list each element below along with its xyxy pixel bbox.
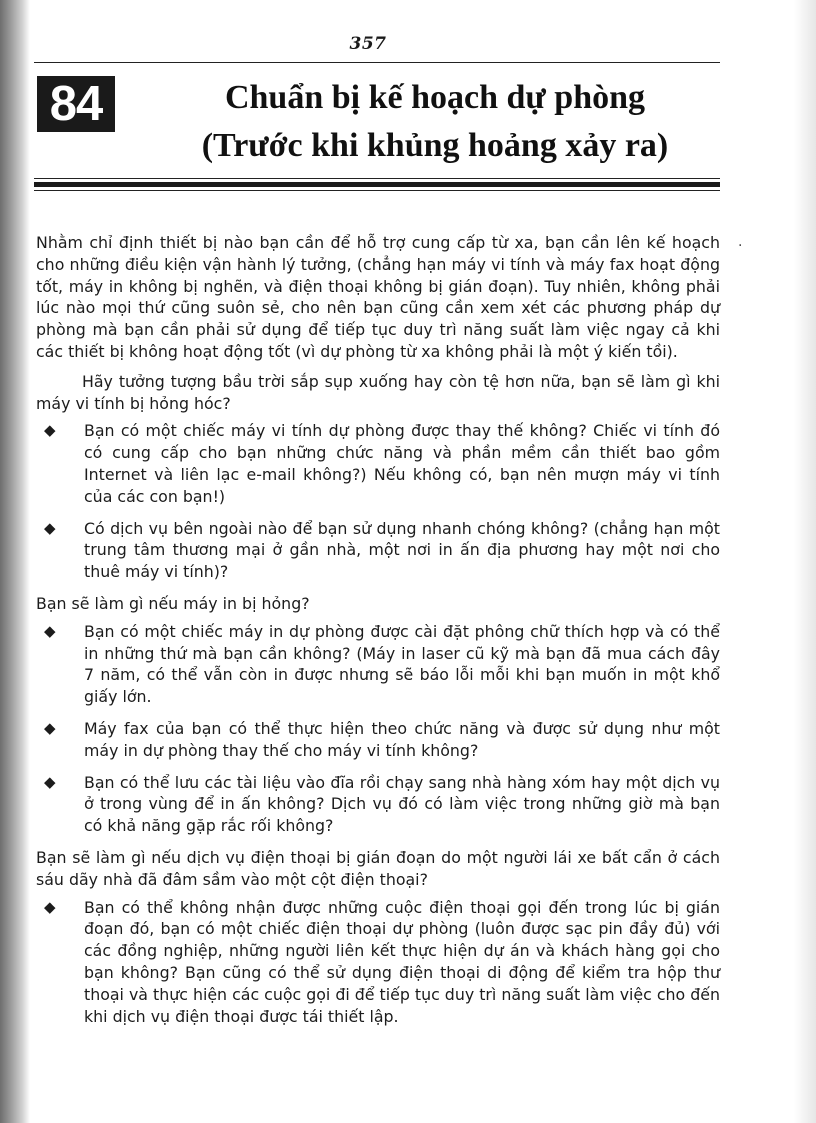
bullet-icon: ◆ bbox=[44, 718, 56, 737]
title-divider-thin-bottom bbox=[34, 190, 720, 191]
list-item-text: Bạn có thể lưu các tài liệu vào đĩa rồi chạy sang nhà hàng xóm hay một dịch vụ ở trong vùng để in ấn không? Dịch vụ đó có làm việc trong những giờ mà bạn có khả năng gặp rắc rối không? bbox=[84, 772, 720, 836]
bullet-icon: ◆ bbox=[44, 772, 56, 791]
bullet-icon: ◆ bbox=[44, 897, 56, 916]
phone-bullet-list bbox=[36, 897, 720, 1028]
header-rule bbox=[34, 62, 720, 63]
bullet-icon: ◆ bbox=[44, 421, 56, 440]
chapter-title-line-2: (Trước khi khủng hoảng xảy ra) bbox=[201, 127, 669, 164]
computer-intro-paragraph: Hãy tưởng tượng bầu trời sắp sụp xuống hay còn tệ hơn nữa, bạn sẽ làm gì khi máy vi tính bị hỏng hóc? bbox=[36, 371, 720, 413]
phone-question: Bạn sẽ làm gì nếu dịch vụ điện thoại bị gián đoạn do một người lái xe bất cẩn ở cách sáu dãy nhà đã đâm sầm vào một cột điện thoại? bbox=[36, 847, 720, 889]
chapter-title bbox=[150, 74, 720, 170]
list-item bbox=[44, 772, 720, 837]
list-item bbox=[44, 518, 720, 583]
chapter-number-badge: 84 bbox=[37, 76, 115, 132]
title-divider-thin bbox=[34, 178, 720, 179]
list-item bbox=[44, 420, 720, 507]
margin-mark: · bbox=[738, 238, 743, 254]
list-item-text: Bạn có thể không nhận được những cuộc điện thoại gọi đến trong lúc bị gián đoạn đó, bạn có một chiếc điện thoại dự phòng (luôn được sạc pin đầy đủ) với các đồng nghiệp, những người liên kết thực hiện dự án và khách hàng gọi cho bạn không? Bạn cũng có thể sử dụng điện thoại di động để kiểm tra hộp thư thoại và thực hiện các cuộc gọi đi để tiếp tục duy trì năng suất làm việc cho đến khi dịch vụ điện thoại được tái thiết lập. bbox=[84, 897, 720, 1026]
bullet-icon: ◆ bbox=[44, 621, 56, 640]
title-divider-thick bbox=[34, 182, 720, 187]
bullet-icon: ◆ bbox=[44, 518, 56, 537]
list-item-text: Có dịch vụ bên ngoài nào để bạn sử dụng nhanh chóng không? (chẳng hạn một trung tâm thương mại ở gần nhà, một nơi in ấn địa phương hay một nơi cho thuê máy vi tính)? bbox=[84, 518, 720, 582]
list-item bbox=[44, 621, 720, 708]
printer-bullet-list bbox=[36, 621, 720, 837]
list-item-text: Bạn có một chiếc máy vi tính dự phòng được thay thế không? Chiếc vi tính đó có cung cấp cho bạn những chức năng và phần mềm cần thiết bao gồm Internet và liên lạc e-mail không?) Nếu không có, bạn nên mượn máy vi tính của các con bạn!) bbox=[84, 421, 720, 506]
list-item bbox=[44, 897, 720, 1028]
intro-paragraph: Nhằm chỉ định thiết bị nào bạn cần để hỗ trợ cung cấp từ xa, bạn cần lên kế hoạch cho những điều kiện vận hành lý tưởng, (chẳng hạn máy vi tính và máy fax hoạt động tốt, máy in không bị nghẽn, và điện thoại không bị gián đoạn). Tuy nhiên, không phải lúc nào mọi thứ cũng suôn sẻ, cho nên bạn cũng cần xem xét các phương pháp dự phòng mà bạn cần phải sử dụng để tiếp tục duy trì năng suất làm việc ngay cả khi các thiết bị không hoạt động tốt (vì dự phòng từ xa không phải là một ý kiến tồi). bbox=[36, 233, 720, 361]
chapter-title-line-1: Chuẩn bị kế hoạch dự phòng bbox=[224, 79, 646, 116]
list-item-text: Bạn có một chiếc máy in dự phòng được cài đặt phông chữ thích hợp và có thể in những thứ mà bạn cần không? (Máy in laser cũ kỹ mà bạn đã mua cách đây 7 năm, có thể vẫn còn in được nhưng sẽ báo lỗi mỗi khi bạn muốn in một khổ giấy lớn. bbox=[84, 621, 720, 707]
printer-question: Bạn sẽ làm gì nếu máy in bị hỏng? bbox=[36, 593, 310, 613]
body-text bbox=[36, 232, 720, 1037]
list-item bbox=[44, 718, 720, 762]
scan-shadow-right bbox=[794, 0, 816, 1123]
computer-bullet-list bbox=[36, 420, 720, 583]
scan-shadow-left bbox=[0, 0, 30, 1123]
list-item-text: Máy fax của bạn có thể thực hiện theo chức năng và được sử dụng như một máy in dự phòng thay thế cho máy vi tính không? bbox=[84, 718, 720, 760]
page-number: 357 bbox=[349, 34, 387, 54]
